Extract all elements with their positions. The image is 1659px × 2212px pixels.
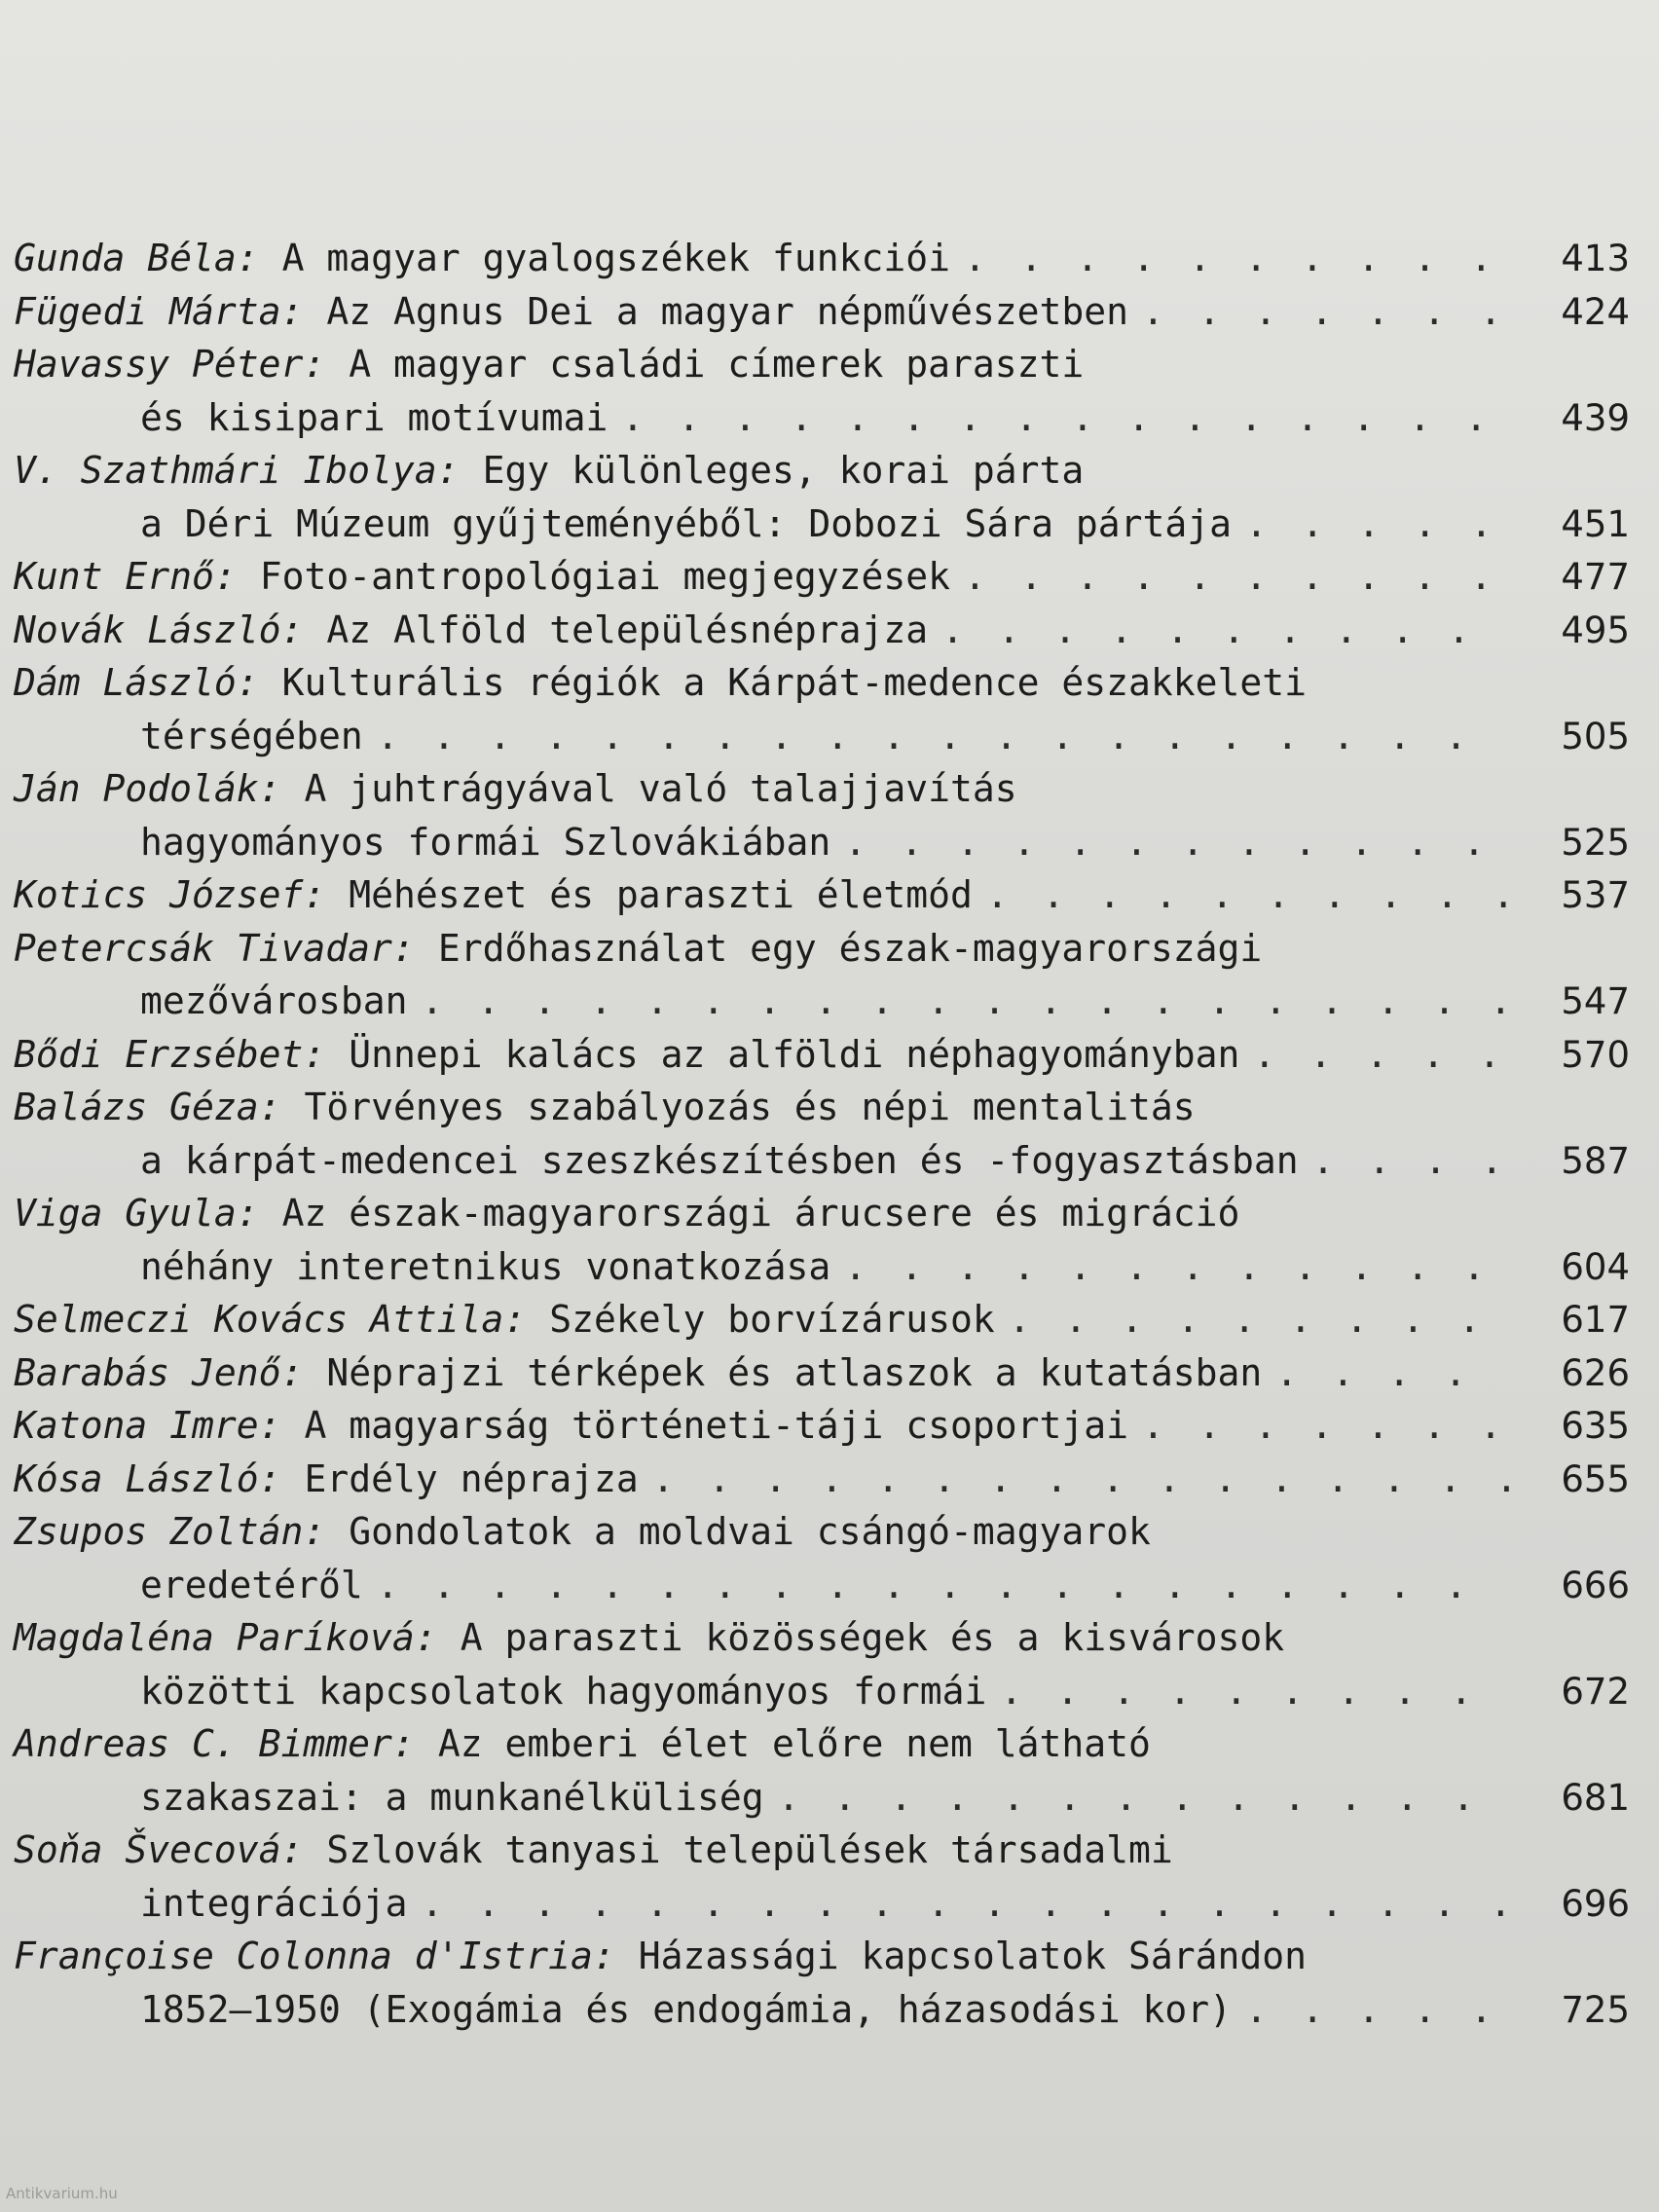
table-of-contents <box>14 232 1630 2036</box>
toc-title: Az Agnus Dei a magyar népművészetben <box>326 289 1129 333</box>
toc-entry-first-line <box>14 1399 1630 1453</box>
toc-leader-dots <box>1142 1399 1509 1453</box>
toc-author: Soňa Švecová: <box>14 1828 304 1871</box>
toc-title: Ünnepi kalács az alföldi néphagyományban <box>349 1032 1240 1076</box>
toc-entry <box>14 656 1630 762</box>
toc-leader-dots <box>986 868 1509 922</box>
toc-entry <box>14 1824 1630 1930</box>
toc-title: A magyar gyalogszékek funkciói <box>281 237 951 279</box>
toc-entry-first-line <box>14 1346 1630 1400</box>
toc-page-number: 451 <box>1561 502 1630 545</box>
toc-title: Foto-antropológiai megjegyzések <box>259 555 950 598</box>
toc-title: és kisipari motívumai <box>140 395 608 439</box>
toc-title: A paraszti közösségek és a kisvárosok <box>460 1616 1285 1659</box>
toc-entry <box>14 285 1630 339</box>
toc-entry-continuation-line <box>14 391 1630 445</box>
toc-entry-continuation-line <box>14 1665 1630 1718</box>
toc-entry-first-line <box>14 444 1630 498</box>
toc-title: Házassági kapcsolatok Sárándon <box>638 1935 1308 1977</box>
toc-author: Françoise Colonna d'Istria: <box>14 1935 615 1977</box>
toc-title: Erdély néprajza <box>304 1456 639 1500</box>
toc-leader-dots <box>844 1240 1509 1294</box>
toc-entry-first-line <box>14 656 1630 710</box>
toc-leader-dots <box>377 710 1509 763</box>
toc-title: Egy különleges, korai párta <box>482 449 1085 492</box>
toc-entry-first-line <box>14 1717 1630 1771</box>
toc-page-number: 570 <box>1561 1033 1630 1076</box>
toc-entry <box>14 1028 1630 1082</box>
toc-entry <box>14 1717 1630 1824</box>
toc-page-number: 696 <box>1561 1882 1630 1925</box>
toc-author: Fügedi Márta: <box>14 289 304 333</box>
toc-leader-dots <box>1142 285 1509 339</box>
toc-author: V. Szathmári Ibolya: <box>14 449 460 492</box>
toc-entry-continuation-line <box>14 1134 1630 1188</box>
toc-title: A magyarság történeti-táji csoportjai <box>304 1404 1129 1447</box>
toc-entry-first-line <box>14 604 1630 657</box>
toc-leader-dots <box>1312 1134 1509 1188</box>
toc-entry-first-line <box>14 1081 1630 1134</box>
toc-title: eredetéről <box>140 1563 363 1606</box>
toc-author: Novák László: <box>14 608 304 651</box>
toc-author: Katona Imre: <box>14 1404 281 1447</box>
toc-page-number: 505 <box>1561 715 1630 757</box>
toc-page-number: 725 <box>1561 1988 1630 2031</box>
toc-entry <box>14 1505 1630 1611</box>
toc-page-number: 672 <box>1561 1670 1630 1713</box>
toc-page-number: 413 <box>1561 238 1630 279</box>
toc-entry <box>14 232 1630 285</box>
toc-leader-dots <box>1009 1293 1509 1346</box>
toc-entry-first-line <box>14 1453 1630 1506</box>
toc-entry-first-line <box>14 1187 1630 1240</box>
toc-entry <box>14 1930 1630 2036</box>
toc-author: Gunda Béla: <box>14 237 259 279</box>
toc-author: Havassy Péter: <box>14 343 326 386</box>
toc-leader-dots <box>964 550 1509 604</box>
toc-author: Viga Gyula: <box>14 1192 259 1235</box>
toc-author: Zsupos Zoltán: <box>14 1510 326 1553</box>
toc-page-number: 681 <box>1561 1776 1630 1819</box>
toc-entry <box>14 1399 1630 1453</box>
toc-title: szakaszai: a munkanélküliség <box>140 1775 764 1819</box>
toc-entry-first-line <box>14 1028 1630 1082</box>
toc-leader-dots <box>1253 1028 1509 1082</box>
toc-author: Ján Podolák: <box>14 767 281 810</box>
toc-leader-dots <box>377 1559 1509 1612</box>
toc-author: Andreas C. Bimmer: <box>14 1722 415 1765</box>
toc-entry <box>14 1346 1630 1400</box>
toc-entry <box>14 550 1630 604</box>
toc-entry-first-line <box>14 1293 1630 1346</box>
toc-leader-dots <box>422 975 1509 1028</box>
toc-title: térségében <box>140 714 363 757</box>
toc-page-number: 537 <box>1561 874 1630 916</box>
toc-title: Méhészet és paraszti életmód <box>349 873 973 916</box>
toc-leader-dots <box>1245 1983 1509 2037</box>
toc-entry-continuation-line <box>14 1983 1630 2037</box>
toc-entry <box>14 338 1630 444</box>
toc-author: Kósa László: <box>14 1456 281 1500</box>
toc-entry-first-line <box>14 1505 1630 1559</box>
toc-page-number: 547 <box>1561 980 1630 1022</box>
toc-title: Az észak-magyarországi árucsere és migráció <box>281 1192 1240 1235</box>
toc-title: Erdőhasználat egy észak-magyarországi <box>437 926 1263 970</box>
toc-entry <box>14 1187 1630 1293</box>
toc-page-number: 626 <box>1561 1351 1630 1394</box>
toc-title: a kárpát-medencei szeszkészítésben és -fogyasztásban <box>140 1138 1299 1182</box>
toc-entry <box>14 1293 1630 1346</box>
toc-title: hagyományos formái Szlovákiában <box>140 820 831 864</box>
toc-page-number: 587 <box>1561 1139 1630 1182</box>
toc-title: Kulturális régiók a Kárpát-medence északkeleti <box>281 661 1308 704</box>
toc-entry-continuation-line <box>14 975 1630 1028</box>
toc-author: Dám László: <box>14 661 259 704</box>
toc-leader-dots <box>422 1877 1509 1931</box>
toc-page-number: 424 <box>1561 290 1630 333</box>
toc-leader-dots <box>1000 1665 1509 1718</box>
toc-title: 1852—1950 (Exogámia és endogámia, házasodási kor) <box>140 1987 1233 2031</box>
toc-leader-dots <box>1275 1346 1509 1400</box>
toc-entry <box>14 1453 1630 1506</box>
toc-entry-first-line <box>14 1824 1630 1877</box>
toc-leader-dots <box>652 1453 1509 1506</box>
toc-entry-continuation-line <box>14 1877 1630 1931</box>
toc-author: Kunt Ernő: <box>14 555 237 598</box>
toc-title: mezővárosban <box>140 979 408 1022</box>
toc-entry-continuation-line <box>14 816 1630 869</box>
toc-title: a Déri Múzeum gyűjteményéből: Dobozi Sára pártája <box>140 501 1233 545</box>
toc-title: Székely borvízárusok <box>549 1298 995 1341</box>
toc-leader-dots <box>941 604 1509 657</box>
toc-title: A juhtrágyával való talajjavítás <box>304 767 1017 810</box>
toc-entry-first-line <box>14 922 1630 976</box>
toc-entry-continuation-line <box>14 1559 1630 1612</box>
toc-entry <box>14 922 1630 1028</box>
toc-entry-continuation-line <box>14 1240 1630 1294</box>
toc-leader-dots <box>964 232 1509 285</box>
toc-entry-first-line <box>14 1930 1630 1983</box>
toc-entry-first-line <box>14 762 1630 816</box>
toc-title: néhány interetnikus vonatkozása <box>140 1244 831 1288</box>
toc-entry <box>14 604 1630 657</box>
toc-page-number: 495 <box>1561 608 1630 651</box>
toc-title: Néprajzi térképek és atlaszok a kutatásban <box>326 1350 1263 1394</box>
toc-leader-dots <box>621 391 1509 445</box>
toc-author: Selmeczi Kovács Attila: <box>14 1298 527 1341</box>
toc-page-number: 477 <box>1561 556 1630 598</box>
toc-title: A magyar családi címerek paraszti <box>349 343 1085 386</box>
toc-entry-continuation-line <box>14 710 1630 763</box>
toc-page-number: 635 <box>1561 1405 1630 1447</box>
toc-title: Az emberi élet előre nem látható <box>437 1722 1151 1765</box>
toc-title: Az Alföld településnéprajza <box>326 608 929 651</box>
toc-author: Kotics József: <box>14 873 326 916</box>
toc-title: Törvényes szabályozás és népi mentalitás <box>304 1086 1196 1128</box>
toc-page-number: 655 <box>1561 1457 1630 1500</box>
toc-leader-dots <box>1245 498 1509 551</box>
toc-entry-first-line <box>14 232 1630 285</box>
toc-author: Magdaléna Paríková: <box>14 1616 437 1659</box>
toc-leader-dots <box>844 816 1509 869</box>
toc-leader-dots <box>778 1771 1509 1825</box>
toc-page-number: 604 <box>1561 1245 1630 1288</box>
toc-entry <box>14 1081 1630 1187</box>
toc-title: integrációja <box>140 1881 408 1925</box>
toc-author: Petercsák Tivadar: <box>14 926 415 970</box>
toc-entry-first-line <box>14 1611 1630 1665</box>
toc-entry-first-line <box>14 868 1630 922</box>
toc-entry <box>14 444 1630 550</box>
toc-entry-first-line <box>14 550 1630 604</box>
toc-page-number: 439 <box>1561 396 1630 439</box>
watermark: Antikvarium.hu <box>6 2185 118 2202</box>
toc-entry-continuation-line <box>14 498 1630 551</box>
toc-entry <box>14 868 1630 922</box>
toc-title: Szlovák tanyasi települések társadalmi <box>326 1828 1173 1871</box>
toc-page-number: 525 <box>1561 821 1630 864</box>
toc-entry-continuation-line <box>14 1771 1630 1825</box>
toc-author: Balázs Géza: <box>14 1086 281 1128</box>
toc-author: Bődi Erzsébet: <box>14 1032 326 1076</box>
toc-author: Barabás Jenő: <box>14 1350 304 1394</box>
toc-page-number: 666 <box>1561 1564 1630 1606</box>
toc-title: közötti kapcsolatok hagyományos formái <box>140 1669 987 1713</box>
toc-page-number: 617 <box>1561 1299 1630 1341</box>
toc-entry <box>14 762 1630 868</box>
toc-entry-first-line <box>14 338 1630 391</box>
toc-title: Gondolatok a moldvai csángó-magyarok <box>349 1510 1151 1553</box>
toc-entry-first-line <box>14 285 1630 339</box>
toc-entry <box>14 1611 1630 1717</box>
